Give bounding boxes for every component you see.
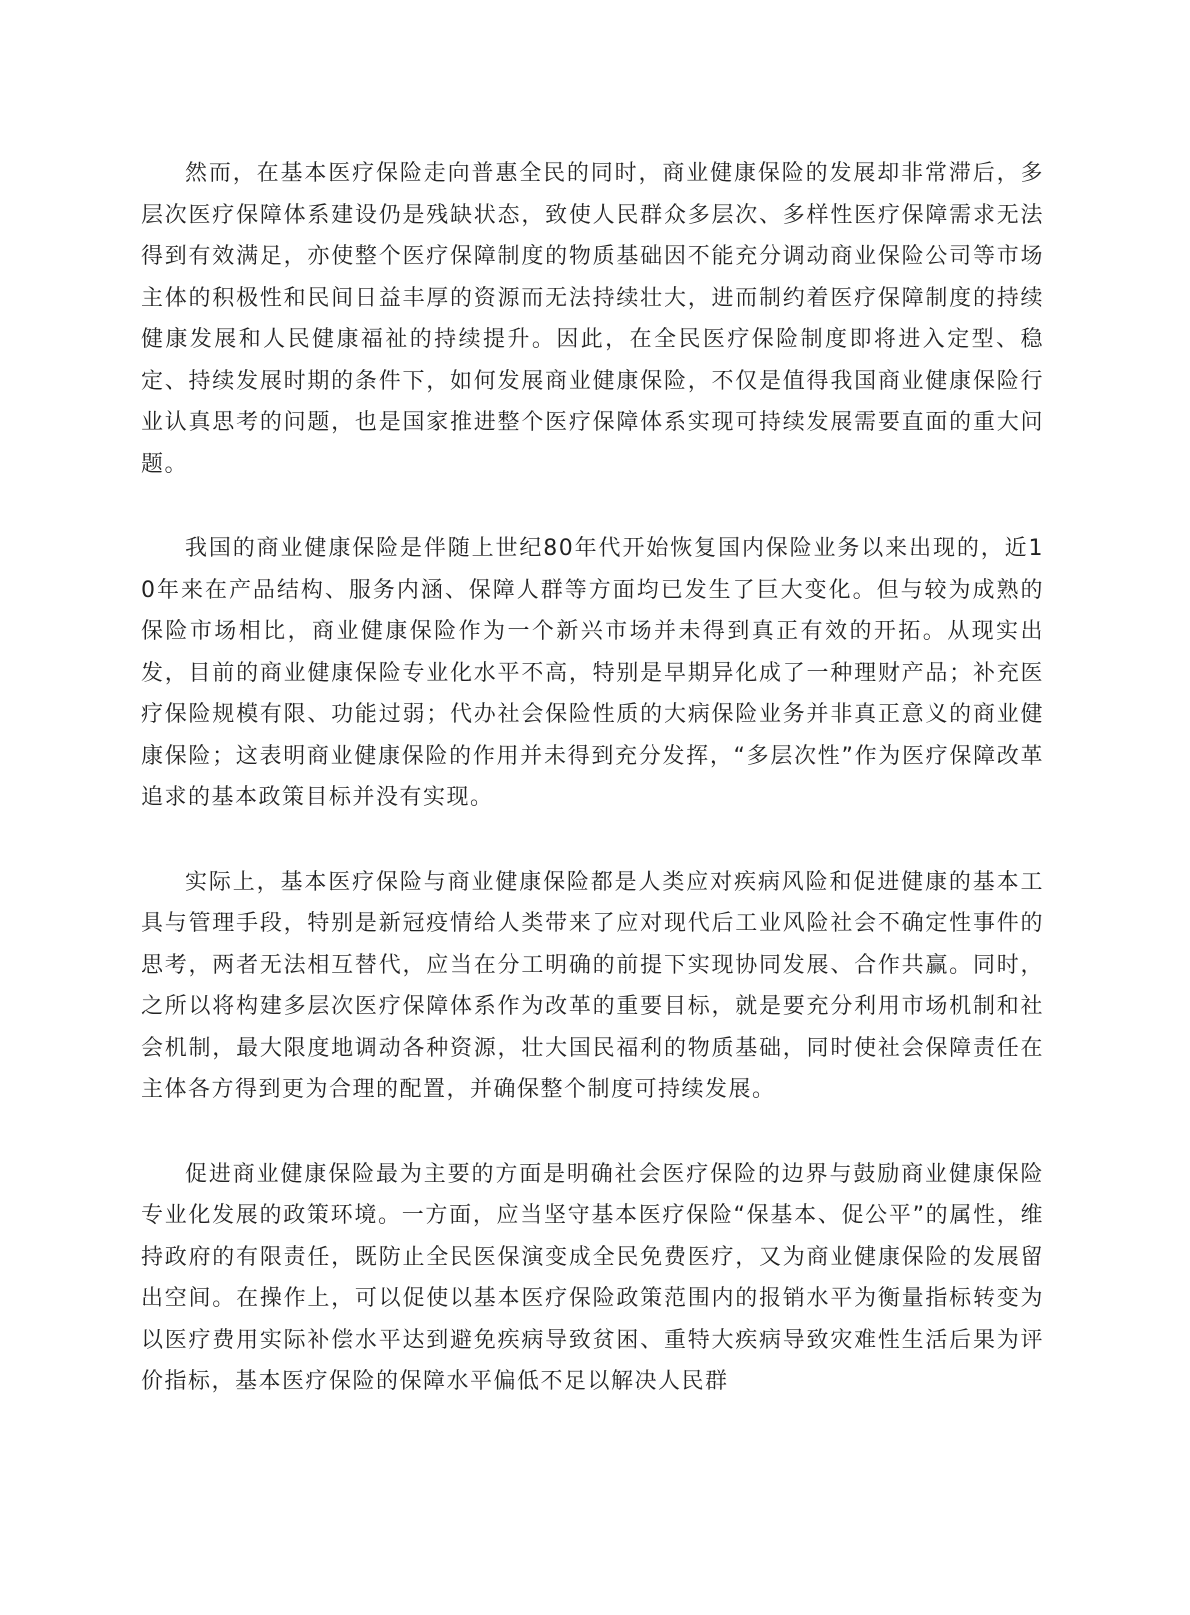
paragraph-1: 然而，在基本医疗保险走向普惠全民的同时，商业健康保险的发展却非常滞后，多层次医疗保障体系建设仍是残缺状态，致使人民群众多层次、多样性医疗保障需求无法得到有效满足，亦使整个医疗保障制度的物质基础因不能充分调动商业保险公司等市场主体的积极性和民间日益丰厚的资源而无法持续壮大，进而制约着医疗保障制度的持续健康发展和人民健康福祉的持续提升。因此，在全民医疗保险制度即将进入定型、稳定、持续发展时期的条件下，如何发展商业健康保险，不仅是值得我国商业健康保险行业认真思考的问题，也是国家推进整个医疗保障体系实现可持续发展需要直面的重大问题。 [141,161,1044,477]
paragraph-4: 促进商业健康保险最为主要的方面是明确社会医疗保险的边界与鼓励商业健康保险专业化发展的政策环境。一方面，应当坚守基本医疗保险“保基本、促公平”的属性，维持政府的有限责任，既防止全民医保演变成全民免费医疗，又为商业健康保险的发展留出空间。在操作上，可以促使以基本医疗保险政策范围内的报销水平为衡量指标转变为以医疗费用实际补偿水平达到避免疾病导致贫困、重特大疾病导致灾难性生活后果为评价指标，基本医疗保险的保障水平偏低不足以解决人民群 [141,1161,1044,1394]
paragraph-3: 实际上，基本医疗保险与商业健康保险都是人类应对疾病风险和促进健康的基本工具与管理手段，特别是新冠疫情给人类带来了应对现代后工业风险社会不确定性事件的思考，两者无法相互替代，应当在分工明确的前提下实现协同发展、合作共赢。同时，之所以将构建多层次医疗保障体系作为改革的重要目标，就是要充分利用市场机制和社会机制，最大限度地调动各种资源，壮大国民福利的物质基础，同时使社会保障责任在主体各方得到更为合理的配置，并确保整个制度可持续发展。 [141,869,1044,1102]
paragraph-2: 我国的商业健康保险是伴随上世纪80年代开始恢复国内保险业务以来出现的，近10年来在产品结构、服务内涵、保障人群等方面均已发生了巨大变化。但与较为成熟的保险市场相比，商业健康保险作为一个新兴市场并未得到真正有效的开拓。从现实出发，目前的商业健康保险专业化水平不高，特别是早期异化成了一种理财产品；补充医疗保险规模有限、功能过弱；代办社会保险性质的大病保险业务并非真正意义的商业健康保险；这表明商业健康保险的作用并未得到充分发挥，“多层次性”作为医疗保障改革追求的基本政策目标并没有实现。 [141,536,1044,810]
document-body [141,153,1044,1403]
